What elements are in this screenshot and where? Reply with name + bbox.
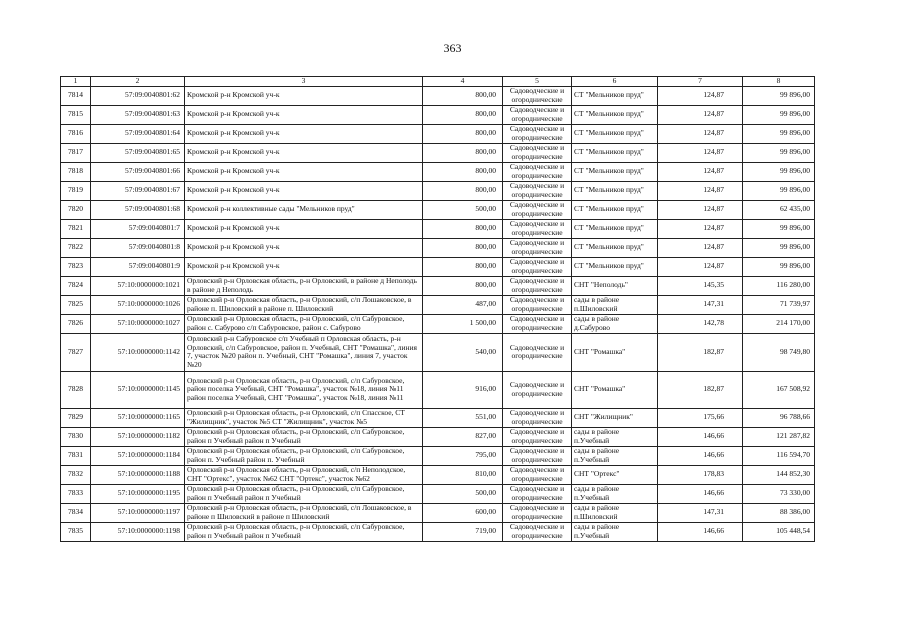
land-use-cell: Садоводческие и огороднические [503, 162, 572, 181]
table-row [61, 238, 815, 257]
cadastral-number: 57:10:0000000:1145 [91, 371, 185, 408]
area-cell: 800,00 [423, 219, 503, 238]
rate-cell: 124,87 [658, 86, 743, 105]
cadastral-number: 57:09:0040801:8 [91, 238, 185, 257]
holder-cell: СТ "Мельников пруд" [572, 162, 658, 181]
rate-cell: 147,31 [658, 503, 743, 522]
land-use-cell: Садоводческие и огороднические [503, 276, 572, 295]
cadastral-value-cell: 99 896,00 [743, 105, 815, 124]
column-header: 2 [91, 77, 185, 87]
row-number: 7822 [61, 238, 91, 257]
address-cell: Кромской р-н Кромской уч-к [185, 181, 423, 200]
table-row [61, 314, 815, 333]
area-cell: 540,00 [423, 333, 503, 371]
area-cell: 800,00 [423, 124, 503, 143]
land-use-cell: Садоводческие и огороднические [503, 238, 572, 257]
table-row [61, 503, 815, 522]
rate-cell: 178,83 [658, 465, 743, 484]
land-use-cell: Садоводческие и огороднические [503, 408, 572, 427]
row-number: 7823 [61, 257, 91, 276]
cadastral-value-cell: 167 508,92 [743, 371, 815, 408]
address-cell: Кромской р-н Кромской уч-к [185, 162, 423, 181]
rate-cell: 182,87 [658, 333, 743, 371]
rate-cell: 124,87 [658, 143, 743, 162]
address-cell: Кромской р-н Кромской уч-к [185, 257, 423, 276]
rate-cell: 175,66 [658, 408, 743, 427]
holder-cell: СТ "Мельников пруд" [572, 181, 658, 200]
row-number: 7826 [61, 314, 91, 333]
area-cell: 719,00 [423, 522, 503, 541]
table-row [61, 333, 815, 371]
area-cell: 827,00 [423, 427, 503, 446]
row-number: 7829 [61, 408, 91, 427]
area-cell: 800,00 [423, 276, 503, 295]
holder-cell: сады в районе п.Учебный [572, 484, 658, 503]
land-use-cell: Садоводческие и огороднические [503, 124, 572, 143]
table-row [61, 371, 815, 408]
cadastral-value-cell: 99 896,00 [743, 143, 815, 162]
rate-cell: 124,87 [658, 200, 743, 219]
cadastral-number: 57:09:0040801:67 [91, 181, 185, 200]
address-cell: Орловский р-н Орловская область, р-н Орловский, с/п Спасское, СТ "Жилищник", участок №5 СТ "Жилищник", участок №5 [185, 408, 423, 427]
row-number: 7814 [61, 86, 91, 105]
column-header: 8 [743, 77, 815, 87]
cadastral-value-cell: 105 448,54 [743, 522, 815, 541]
land-use-cell: Садоводческие и огороднические [503, 427, 572, 446]
header-row [61, 77, 815, 87]
rate-cell: 124,87 [658, 238, 743, 257]
address-cell: Орловский р-н Орловская область, р-н Орловский, с/п Лошаковское, в районе п Шиловский в районе п Шиловский [185, 503, 423, 522]
row-number: 7825 [61, 295, 91, 314]
holder-cell: СНТ "Жилищник" [572, 408, 658, 427]
cadastral-number: 57:10:0000000:1165 [91, 408, 185, 427]
cadastral-number: 57:10:0000000:1027 [91, 314, 185, 333]
cadastral-value-cell: 71 739,97 [743, 295, 815, 314]
area-cell: 800,00 [423, 86, 503, 105]
table-row [61, 105, 815, 124]
holder-cell: сады в районе п.Учебный [572, 522, 658, 541]
cadastral-number: 57:10:0000000:1142 [91, 333, 185, 371]
column-header: 5 [503, 77, 572, 87]
table-row [61, 162, 815, 181]
area-cell: 800,00 [423, 257, 503, 276]
row-number: 7817 [61, 143, 91, 162]
row-number: 7834 [61, 503, 91, 522]
cadastral-value-cell: 214 170,00 [743, 314, 815, 333]
cadastral-value-cell: 116 280,00 [743, 276, 815, 295]
land-use-cell: Садоводческие и огороднические [503, 333, 572, 371]
area-cell: 500,00 [423, 200, 503, 219]
rate-cell: 146,66 [658, 522, 743, 541]
cadastral-number: 57:10:0000000:1198 [91, 522, 185, 541]
row-number: 7832 [61, 465, 91, 484]
holder-cell: сады в районе п.Шиловский [572, 295, 658, 314]
rate-cell: 146,66 [658, 446, 743, 465]
address-cell: Орловский р-н Орловская область, р-н Орловский, с/п Сабуровское, район п Учебный район п Учебный [185, 484, 423, 503]
cadastral-number: 57:09:0040801:64 [91, 124, 185, 143]
holder-cell: СНТ "Неполодь" [572, 276, 658, 295]
land-use-cell: Садоводческие и огороднические [503, 295, 572, 314]
address-cell: Орловский р-н Орловская область, р-н Орловский, с/п Сабуровское, район поселка Учебный, СНТ "Ромашка", участок №18, линия №11 район поселка Учебный, СНТ "Ромашка", участок №18, линия №11 [185, 371, 423, 408]
land-use-cell: Садоводческие и огороднические [503, 219, 572, 238]
cadastral-number: 57:10:0000000:1182 [91, 427, 185, 446]
address-cell: Орловский р-н Орловская область, р-н Орловский, с/п Сабуровское, район п. Учебный район п. Учебный [185, 446, 423, 465]
table-row [61, 408, 815, 427]
table-row [61, 522, 815, 541]
table-row [61, 86, 815, 105]
cadastral-number: 57:09:0040801:62 [91, 86, 185, 105]
area-cell: 500,00 [423, 484, 503, 503]
row-number: 7821 [61, 219, 91, 238]
cadastral-number: 57:09:0040801:9 [91, 257, 185, 276]
row-number: 7830 [61, 427, 91, 446]
area-cell: 810,00 [423, 465, 503, 484]
column-header: 7 [658, 77, 743, 87]
land-use-cell: Садоводческие и огороднические [503, 314, 572, 333]
rate-cell: 124,87 [658, 181, 743, 200]
area-cell: 800,00 [423, 238, 503, 257]
cadastral-value-cell: 99 896,00 [743, 86, 815, 105]
address-cell: Кромской р-н Кромской уч-к [185, 238, 423, 257]
holder-cell: СНТ "Ортекс" [572, 465, 658, 484]
cadastral-number: 57:10:0000000:1195 [91, 484, 185, 503]
table-row [61, 200, 815, 219]
table-row [61, 219, 815, 238]
column-header: 4 [423, 77, 503, 87]
area-cell: 1 500,00 [423, 314, 503, 333]
holder-cell: СНТ "Ромашка" [572, 371, 658, 408]
rate-cell: 124,87 [658, 105, 743, 124]
rate-cell: 146,66 [658, 484, 743, 503]
register-table [60, 76, 815, 542]
row-number: 7815 [61, 105, 91, 124]
holder-cell: СТ "Мельников пруд" [572, 238, 658, 257]
scan-noise [0, 12, 905, 16]
area-cell: 800,00 [423, 105, 503, 124]
holder-cell: СТ "Мельников пруд" [572, 86, 658, 105]
cadastral-number: 57:09:0040801:65 [91, 143, 185, 162]
row-number: 7835 [61, 522, 91, 541]
holder-cell: СТ "Мельников пруд" [572, 219, 658, 238]
land-use-cell: Садоводческие и огороднические [503, 371, 572, 408]
holder-cell: СТ "Мельников пруд" [572, 143, 658, 162]
page-number: 363 [443, 41, 462, 55]
holder-cell: сады в районе п.Учебный [572, 446, 658, 465]
table-row [61, 257, 815, 276]
row-number: 7827 [61, 333, 91, 371]
cadastral-value-cell: 99 896,00 [743, 162, 815, 181]
table-row [61, 427, 815, 446]
table-row [61, 295, 815, 314]
rate-cell: 146,66 [658, 427, 743, 446]
row-number: 7820 [61, 200, 91, 219]
cadastral-number: 57:09:0040801:7 [91, 219, 185, 238]
rate-cell: 124,87 [658, 162, 743, 181]
address-cell: Орловский р-н Сабуровское с/п Учебный п Орловская область, р-н Орловский, с/п Сабуровское, район п. Учебный, СНТ "Ромашка", линия 7, участок №20 район п. Учебный, СНТ "Ромашка", линия 7, участок №20 [185, 333, 423, 371]
row-number: 7831 [61, 446, 91, 465]
cadastral-value-cell: 96 788,66 [743, 408, 815, 427]
address-cell: Орловский р-н Орловская область, р-н Орловский, в районе д Неполодь в районе д Неполодь [185, 276, 423, 295]
land-use-cell: Садоводческие и огороднические [503, 522, 572, 541]
area-cell: 600,00 [423, 503, 503, 522]
cadastral-value-cell: 99 896,00 [743, 238, 815, 257]
cadastral-number: 57:10:0000000:1197 [91, 503, 185, 522]
address-cell: Кромской р-н Кромской уч-к [185, 124, 423, 143]
row-number: 7818 [61, 162, 91, 181]
address-cell: Орловский р-н Орловская область, р-н Орловский, с/п Лошаковское, в районе п. Шиловский в районе п. Шиловский [185, 295, 423, 314]
column-header: 3 [185, 77, 423, 87]
area-cell: 487,00 [423, 295, 503, 314]
cadastral-value-cell: 144 852,30 [743, 465, 815, 484]
cadastral-number: 57:10:0000000:1188 [91, 465, 185, 484]
holder-cell: СТ "Мельников пруд" [572, 105, 658, 124]
address-cell: Кромской р-н Кромской уч-к [185, 86, 423, 105]
table-row [61, 446, 815, 465]
land-use-cell: Садоводческие и огороднические [503, 143, 572, 162]
row-number: 7833 [61, 484, 91, 503]
cadastral-value-cell: 99 896,00 [743, 257, 815, 276]
holder-cell: СТ "Мельников пруд" [572, 200, 658, 219]
table-row [61, 181, 815, 200]
column-header: 1 [61, 77, 91, 87]
land-use-cell: Садоводческие и огороднические [503, 200, 572, 219]
address-cell: Кромской р-н коллективные сады "Мельников пруд" [185, 200, 423, 219]
land-use-cell: Садоводческие и огороднические [503, 503, 572, 522]
cadastral-value-cell: 62 435,00 [743, 200, 815, 219]
rate-cell: 124,87 [658, 124, 743, 143]
cadastral-value-cell: 99 896,00 [743, 181, 815, 200]
address-cell: Орловский р-н Орловская область, р-н Орловский, с/п Сабуровское, район с. Сабурово с/п Сабуровское, район с. Сабурово [185, 314, 423, 333]
row-number: 7824 [61, 276, 91, 295]
address-cell: Орловский р-н Орловская область, р-н Орловский, с/п Неполодское, СНТ "Ортекс", участок №62 СНТ "Ортекс", участок №62 [185, 465, 423, 484]
cadastral-number: 57:09:0040801:66 [91, 162, 185, 181]
column-header: 6 [572, 77, 658, 87]
cadastral-value-cell: 73 330,00 [743, 484, 815, 503]
land-use-cell: Садоводческие и огороднические [503, 446, 572, 465]
address-cell: Кромской р-н Кромской уч-к [185, 143, 423, 162]
cadastral-value-cell: 88 386,00 [743, 503, 815, 522]
area-cell: 800,00 [423, 181, 503, 200]
holder-cell: СТ "Мельников пруд" [572, 124, 658, 143]
holder-cell: сады в районе п.Учебный [572, 427, 658, 446]
cadastral-value-cell: 99 896,00 [743, 124, 815, 143]
area-cell: 795,00 [423, 446, 503, 465]
holder-cell: сады в районе д.Сабурово [572, 314, 658, 333]
table-row [61, 124, 815, 143]
cadastral-value-cell: 98 749,80 [743, 333, 815, 371]
cadastral-number: 57:09:0040801:63 [91, 105, 185, 124]
land-use-cell: Садоводческие и огороднические [503, 181, 572, 200]
cadastral-number: 57:10:0000000:1021 [91, 276, 185, 295]
holder-cell: СТ "Мельников пруд" [572, 257, 658, 276]
land-use-cell: Садоводческие и огороднические [503, 465, 572, 484]
table-row [61, 484, 815, 503]
area-cell: 800,00 [423, 162, 503, 181]
area-cell: 800,00 [423, 143, 503, 162]
address-cell: Кромской р-н Кромской уч-к [185, 219, 423, 238]
holder-cell: сады в районе п.Шиловский [572, 503, 658, 522]
table-row [61, 465, 815, 484]
land-use-cell: Садоводческие и огороднические [503, 86, 572, 105]
rate-cell: 182,87 [658, 371, 743, 408]
cadastral-value-cell: 99 896,00 [743, 219, 815, 238]
address-cell: Орловский р-н Орловская область, р-н Орловский, с/п Сабуровское, район п Учебный район п Учебный [185, 427, 423, 446]
table-row [61, 143, 815, 162]
land-use-cell: Садоводческие и огороднические [503, 257, 572, 276]
cadastral-value-cell: 116 594,70 [743, 446, 815, 465]
land-use-cell: Садоводческие и огороднические [503, 105, 572, 124]
cadastral-number: 57:10:0000000:1026 [91, 295, 185, 314]
cadastral-value-cell: 121 287,82 [743, 427, 815, 446]
address-cell: Кромской р-н Кромской уч-к [185, 105, 423, 124]
rate-cell: 142,78 [658, 314, 743, 333]
cadastral-number: 57:10:0000000:1184 [91, 446, 185, 465]
rate-cell: 147,31 [658, 295, 743, 314]
row-number: 7819 [61, 181, 91, 200]
row-number: 7828 [61, 371, 91, 408]
area-cell: 551,00 [423, 408, 503, 427]
holder-cell: СНТ "Ромашка" [572, 333, 658, 371]
address-cell: Орловский р-н Орловская область, р-н Орловский, с/п Сабуровское, район п Учебный район п Учебный [185, 522, 423, 541]
rate-cell: 124,87 [658, 219, 743, 238]
table-row [61, 276, 815, 295]
row-number: 7816 [61, 124, 91, 143]
rate-cell: 124,87 [658, 257, 743, 276]
land-use-cell: Садоводческие и огороднические [503, 484, 572, 503]
cadastral-number: 57:09:0040801:68 [91, 200, 185, 219]
rate-cell: 145,35 [658, 276, 743, 295]
area-cell: 916,00 [423, 371, 503, 408]
